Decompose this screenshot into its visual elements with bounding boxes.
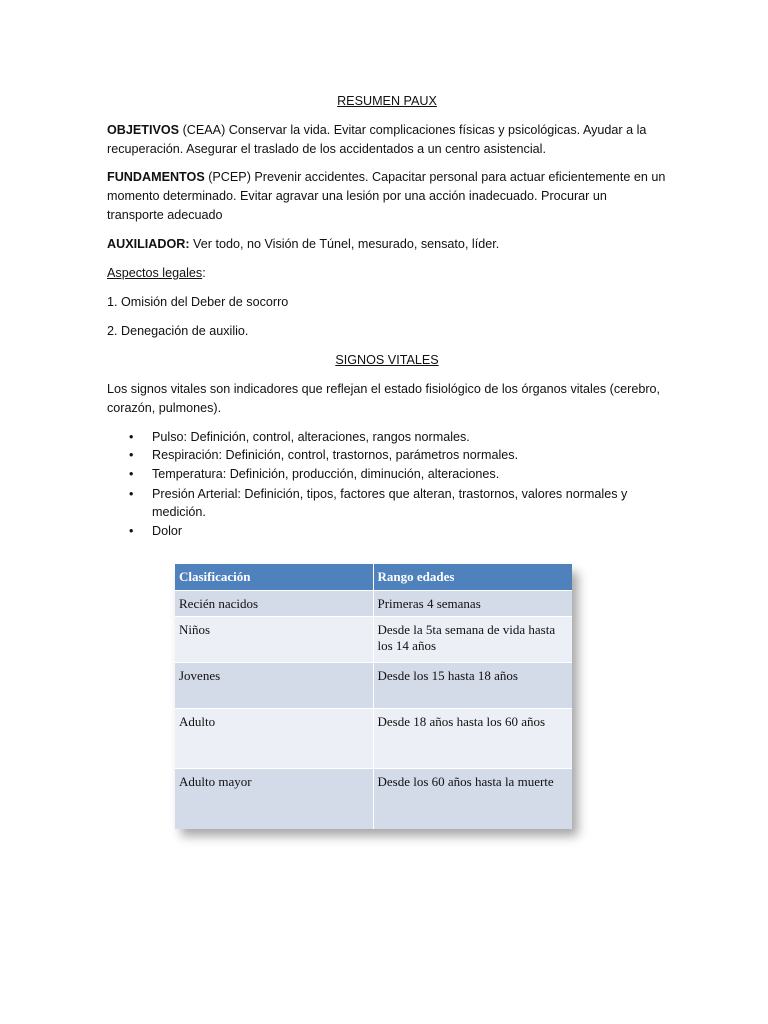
header-clasificacion: Clasificación [175,564,373,591]
objetivos-text-1: (CEAA) Conservar la vida. Evitar complicaciones físicas y psicológicas. Ayudar a la [179,123,647,137]
signos-intro-line-2: corazón, pulmones). [107,401,222,415]
bullet-icon: • [129,487,134,501]
bullet-icon: • [129,448,134,462]
bullet-text-continuation: medición. [152,505,206,519]
bullet-icon: • [129,524,134,538]
table-cell: Adulto [175,709,373,769]
title-text: RESUMEN PAUX [337,94,437,108]
aspectos-item-2: 2. Denegación de auxilio. [107,324,249,338]
table-row [175,617,572,663]
table [175,564,572,829]
aspectos-item-1: 1. Omisión del Deber de socorro [107,295,289,309]
table-header-row [175,564,572,591]
header-rango-edades: Rango edades [373,564,572,591]
auxiliador-line [107,237,499,251]
bullet-text: Respiración: Definición, control, trastornos, parámetros normales. [152,448,519,462]
auxiliador-label: AUXILIADOR: [107,237,190,251]
table-cell: Jovenes [175,663,373,709]
table-cell: Desde los 60 años hasta la muerte [373,769,572,829]
bullet-text: Temperatura: Definición, producción, diminución, alteraciones. [152,467,500,481]
table-row [175,769,572,829]
bullet-icon: • [129,430,134,444]
signos-intro-line-1: Los signos vitales son indicadores que reflejan el estado fisiológico de los órganos vitales (cerebro, [107,382,661,396]
objetivos-label: OBJETIVOS [107,123,180,137]
table-cell: Desde 18 años hasta los 60 años [373,709,572,769]
age-classification-table [175,564,572,828]
bullet-icon: • [129,467,134,481]
table-cell: Niños [175,617,373,663]
fundamentos-line-2: momento determinado. Evitar agravar una lesión por una acción inadecuado. Procurar un [107,189,607,203]
objetivos-line-1 [107,123,646,137]
table-row [175,591,572,617]
bullet-text: Pulso: Definición, control, alteraciones, rangos normales. [152,430,470,444]
signos-heading [107,353,667,367]
table-row [175,709,572,769]
table-cell: Desde la 5ta semana de vida hasta los 14 años [373,617,572,663]
aspectos-heading-text: Aspectos legales [107,266,203,280]
bullet-text: Dolor [152,524,183,538]
auxiliador-text: Ver todo, no Visión de Túnel, mesurado, sensato, líder. [189,237,500,251]
fundamentos-line-1 [107,170,665,184]
table-cell: Desde los 15 hasta 18 años [373,663,572,709]
fundamentos-text-1: (PCEP) Prevenir accidentes. Capacitar personal para actuar eficientemente en un [204,170,666,184]
table-cell: Recién nacidos [175,591,373,617]
signos-heading-text: SIGNOS VITALES [335,353,439,367]
objetivos-line-2: recuperación. Asegurar el traslado de los accidentados a un centro asistencial. [107,142,546,156]
table-cell: Adulto mayor [175,769,373,829]
document-title [107,94,667,108]
table-row [175,663,572,709]
table-cell: Primeras 4 semanas [373,591,572,617]
bullet-text: Presión Arterial: Definición, tipos, factores que alteran, trastornos, valores normales y [152,487,628,501]
fundamentos-line-3: transporte adecuado [107,208,223,222]
aspectos-heading-colon: : [202,266,206,280]
aspectos-heading [107,266,206,280]
fundamentos-label: FUNDAMENTOS [107,170,205,184]
